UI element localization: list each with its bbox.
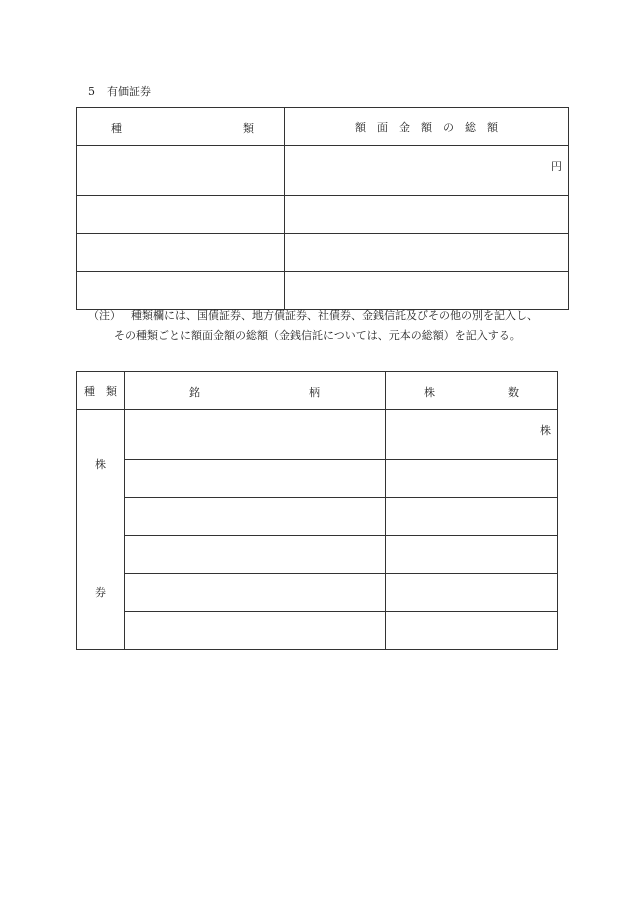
securities-table — [76, 107, 569, 310]
kind-input-cell[interactable] — [77, 272, 285, 310]
table-row — [77, 498, 558, 536]
brand-input-cell[interactable] — [125, 536, 386, 574]
total-input-cell[interactable] — [285, 272, 569, 310]
yen-unit: 円 — [551, 160, 562, 173]
brand-input-cell[interactable] — [125, 460, 386, 498]
header-brand-cell — [125, 372, 386, 410]
shares-unit: 株 — [540, 424, 551, 437]
brand-input-cell[interactable] — [125, 410, 386, 460]
table-header-row — [77, 108, 569, 146]
note-line-1 — [88, 306, 558, 326]
header-kind-left: 種 — [111, 122, 122, 135]
shares-input-cell[interactable] — [386, 410, 558, 460]
shares-input-cell[interactable] — [386, 498, 558, 536]
section-title: 有価証券 — [107, 85, 151, 98]
table-row — [77, 410, 558, 460]
brand-input-cell[interactable] — [125, 612, 386, 650]
header-shares-left: 株 — [424, 386, 435, 399]
shares-input-cell[interactable] — [386, 460, 558, 498]
table-row — [77, 234, 569, 272]
brand-input-cell[interactable] — [125, 574, 386, 612]
shares-input-cell[interactable] — [386, 536, 558, 574]
brand-input-cell[interactable] — [125, 498, 386, 536]
header-shares-right: 数 — [508, 386, 519, 399]
total-input-cell[interactable] — [285, 146, 569, 196]
table-header-row — [77, 372, 558, 410]
header-shares-cell — [386, 372, 558, 410]
header-total-cell: 額面金額の総額 — [285, 108, 569, 146]
table-row — [77, 612, 558, 650]
total-input-cell[interactable] — [285, 196, 569, 234]
table-row — [77, 574, 558, 612]
header-kind-cell — [77, 108, 285, 146]
stock-type-cell — [77, 410, 125, 650]
table-row — [77, 272, 569, 310]
table-row — [77, 146, 569, 196]
table-note — [88, 306, 558, 346]
total-input-cell[interactable] — [285, 234, 569, 272]
stock-label-top: 株 — [95, 458, 106, 471]
section-heading — [88, 83, 151, 99]
table-row — [77, 460, 558, 498]
stock-label-bottom: 券 — [95, 586, 106, 599]
table-row — [77, 196, 569, 234]
note-label: （注） — [88, 309, 121, 322]
kind-input-cell[interactable] — [77, 146, 285, 196]
note-text-1: 種類欄には、国債証券、地方債証券、社債券、金銭信託及びその他の別を記入し、 — [131, 309, 538, 322]
section-number: 5 — [88, 85, 95, 98]
shares-input-cell[interactable] — [386, 574, 558, 612]
stocks-table — [76, 371, 558, 650]
header-kind-cell: 種 類 — [77, 372, 125, 410]
note-line-2: その種類ごとに額面金額の総額（金銭信託については、元本の総額）を記入する。 — [114, 329, 521, 342]
header-brand-right: 柄 — [309, 386, 320, 399]
kind-input-cell[interactable] — [77, 196, 285, 234]
header-brand-left: 銘 — [189, 386, 200, 399]
table-row — [77, 536, 558, 574]
shares-input-cell[interactable] — [386, 612, 558, 650]
header-kind-right: 類 — [243, 122, 254, 135]
kind-input-cell[interactable] — [77, 234, 285, 272]
